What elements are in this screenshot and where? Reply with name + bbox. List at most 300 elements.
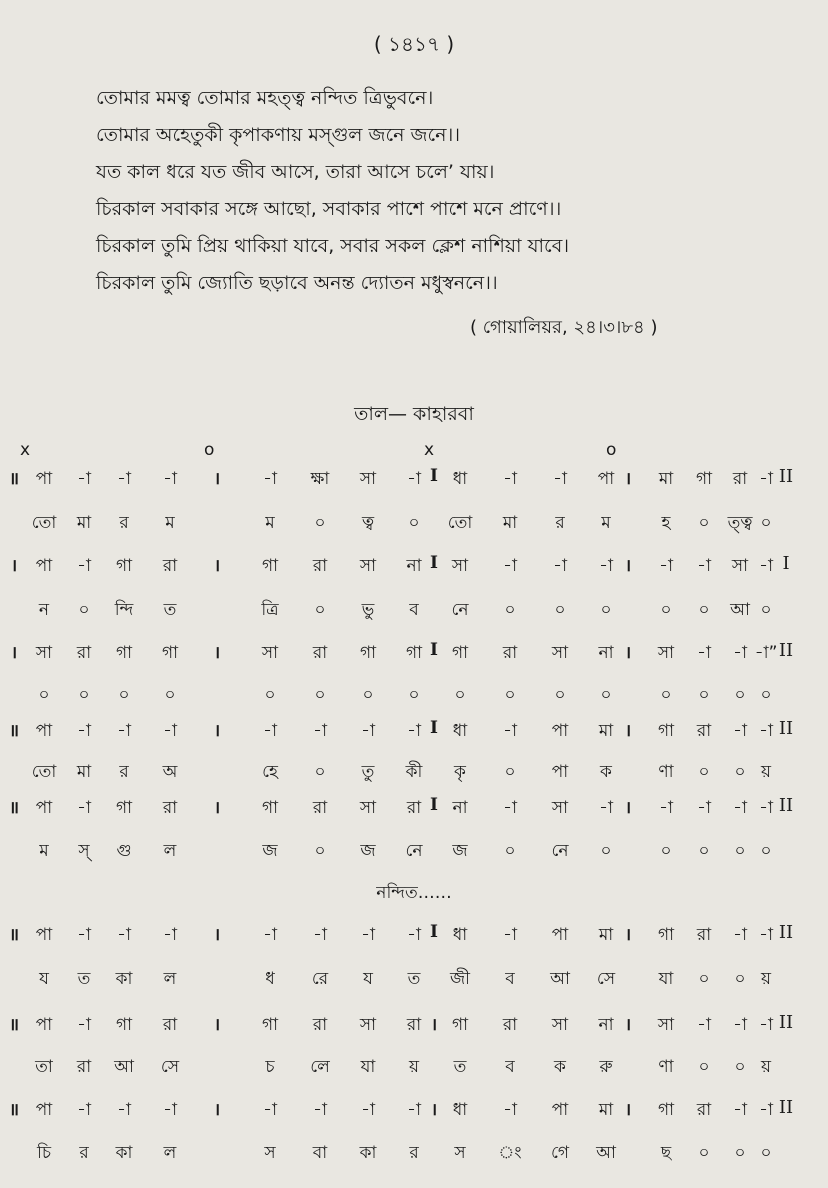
notation-cell: রু <box>599 1057 613 1077</box>
notation-cell: ০ <box>600 685 612 705</box>
swara-row <box>0 718 828 748</box>
notation-cell: ০ <box>734 969 746 989</box>
notation-cell: -া <box>117 721 131 741</box>
bar-line: ॥ <box>8 721 20 741</box>
bar-line: । <box>213 798 221 818</box>
notation-cell: সা <box>551 643 569 663</box>
notation-cell: রা <box>162 1015 178 1035</box>
bar-line: ॥ <box>8 1100 20 1120</box>
notation-cell: যা <box>360 1057 376 1077</box>
notation-cell: সা <box>359 556 377 576</box>
notation-cell: হ <box>661 513 671 533</box>
notation-cell: ০ <box>264 685 276 705</box>
notation-cell: মা <box>598 721 614 741</box>
notation-cell: ০ <box>78 600 90 620</box>
notation-cell: গা <box>161 643 179 663</box>
notation-cell: ০ <box>314 841 326 861</box>
beat-marker: o <box>204 440 215 460</box>
notation-cell: সা <box>551 798 569 818</box>
notation-cell: স <box>264 1143 276 1163</box>
bar-line: । <box>624 721 632 741</box>
swara-row <box>0 1097 828 1127</box>
notation-cell: ত্রি <box>261 600 279 620</box>
notation-cell: তো <box>31 513 57 533</box>
notation-cell: গা <box>115 1015 133 1035</box>
bar-line: ॥ <box>8 925 20 945</box>
notation-cell: -া <box>697 1015 711 1035</box>
notation-cell: -া <box>263 925 277 945</box>
notation-cell: রা <box>732 469 748 489</box>
notation-cell: রা <box>162 798 178 818</box>
notation-cell: ধা <box>452 1100 468 1120</box>
notation-cell: জী <box>449 969 471 989</box>
notation-cell: -া <box>77 721 91 741</box>
notation-cell: -া <box>503 721 517 741</box>
notation-cell: ০ <box>554 600 566 620</box>
notation-cell: পা <box>551 1100 569 1120</box>
bar-line: । <box>624 1100 632 1120</box>
notation-cell: -া <box>733 798 747 818</box>
notation-cell: ০ <box>660 685 672 705</box>
notation-cell: ০ <box>408 513 420 533</box>
notation-cell: ০ <box>314 600 326 620</box>
notation-cell: ত <box>163 600 177 620</box>
notation-cell: -া <box>599 798 613 818</box>
bar-line: II <box>778 466 794 487</box>
notation-cell: ০ <box>600 841 612 861</box>
notation-cell: -া <box>759 721 773 741</box>
bar-line: । <box>430 1015 438 1035</box>
bar-line: । <box>213 1015 221 1035</box>
notation-cell: তু <box>361 762 375 782</box>
notation-cell: সে <box>596 969 616 989</box>
notation-cell: রা <box>406 798 422 818</box>
notation-cell: -া <box>759 1100 773 1120</box>
notation-cell: ০ <box>698 685 710 705</box>
notation-cell: ব <box>505 1057 515 1077</box>
notation-cell: রা <box>502 1015 518 1035</box>
notation-cell: ম <box>39 841 49 861</box>
notation-cell: রা <box>696 925 712 945</box>
notation-cell: গা <box>115 556 133 576</box>
notation-cell: -া <box>407 1100 421 1120</box>
lyric-syllable-row <box>0 838 828 868</box>
notation-cell: পা <box>551 762 569 782</box>
notation-cell: রা <box>312 643 328 663</box>
swara-row <box>0 922 828 952</box>
notation-cell: ম <box>601 513 611 533</box>
refrain-marker: নন্দিত…… <box>376 883 452 903</box>
notation-cell: সা <box>657 1015 675 1035</box>
lyric-line: তোমার মমত্ব তোমার মহত্ত্ব নন্দিত ত্রিভুবনে। <box>96 87 434 109</box>
notation-cell: -া <box>361 925 375 945</box>
notation-cell: ০ <box>38 685 50 705</box>
notation-cell: র <box>119 513 129 533</box>
notation-cell: ০ <box>504 600 516 620</box>
lyric-syllable-row <box>0 966 828 996</box>
lyric-syllable-row <box>0 759 828 789</box>
notation-cell: ন <box>38 600 50 620</box>
swara-row <box>0 1012 828 1042</box>
bar-line: I <box>430 795 438 815</box>
notation-cell: য় <box>760 1057 772 1077</box>
page-number: ( ১৪১৭ ) <box>373 32 455 56</box>
notation-cell: -া <box>599 556 613 576</box>
lyric-syllable-row <box>0 510 828 540</box>
notation-cell: -া <box>263 469 277 489</box>
notation-cell: ল <box>163 1143 177 1163</box>
notation-cell: ক <box>600 762 612 782</box>
notation-cell: -া <box>759 556 773 576</box>
notation-cell: রা <box>312 556 328 576</box>
notation-cell: ০ <box>760 1143 772 1163</box>
notation-cell: ছ <box>660 1143 672 1163</box>
notation-cell: -া <box>503 798 517 818</box>
notation-cell: গা <box>261 798 279 818</box>
notation-cell: গা <box>359 643 377 663</box>
notation-cell: -া <box>503 469 517 489</box>
notation-cell: -া <box>659 556 673 576</box>
notation-cell: চ <box>265 1057 275 1077</box>
notation-cell: -া <box>407 721 421 741</box>
notation-cell: কা <box>115 1143 133 1163</box>
notation-cell: ক <box>554 1057 566 1077</box>
notation-cell: কা <box>359 1143 377 1163</box>
bar-line: । <box>10 556 18 576</box>
notation-cell: হে <box>262 762 278 782</box>
bar-line: । <box>624 469 632 489</box>
notation-cell: -া <box>733 1015 747 1035</box>
notation-cell: ০ <box>698 969 710 989</box>
notation-cell: সা <box>731 556 749 576</box>
notation-cell: সা <box>657 643 675 663</box>
notation-cell: ০ <box>164 685 176 705</box>
notation-cell: সা <box>359 1015 377 1035</box>
notation-cell: গে <box>550 1143 570 1163</box>
notation-cell: -া <box>697 798 711 818</box>
notation-cell: ০ <box>504 841 516 861</box>
notation-cell: স <box>454 1143 466 1163</box>
notation-cell: চি <box>36 1143 52 1163</box>
notation-cell: ০ <box>698 1057 710 1077</box>
beat-marker: x <box>20 440 31 460</box>
swara-row <box>0 466 828 496</box>
notation-cell: পা <box>597 469 615 489</box>
notation-cell: সা <box>451 556 469 576</box>
notation-cell: রা <box>162 556 178 576</box>
beat-marker: x <box>424 440 435 460</box>
notation-cell: নে <box>451 600 469 620</box>
notation-cell: ০ <box>734 1057 746 1077</box>
notation-cell: -া <box>733 925 747 945</box>
notation-cell: -া <box>313 721 327 741</box>
notation-cell: য <box>363 969 373 989</box>
notation-cell: আ <box>596 1143 616 1163</box>
bar-line: I <box>430 718 438 738</box>
notation-cell: যা <box>658 969 674 989</box>
notation-cell: গা <box>405 643 423 663</box>
notation-cell: -া <box>117 1100 131 1120</box>
notation-cell: ০ <box>78 685 90 705</box>
notation-cell: মা <box>76 762 92 782</box>
notation-cell: গা <box>115 643 133 663</box>
notation-cell: কৃ <box>454 762 466 782</box>
notation-cell: স্ <box>78 841 90 861</box>
bar-line: ॥ <box>8 469 20 489</box>
bar-line: I <box>782 553 790 574</box>
notation-cell: তো <box>31 762 57 782</box>
notation-cell: ০ <box>504 685 516 705</box>
notation-cell: ধা <box>452 721 468 741</box>
notation-cell: ম <box>265 513 275 533</box>
swara-row <box>0 553 828 583</box>
notation-cell: ০ <box>314 762 326 782</box>
notation-cell: তা <box>35 1057 53 1077</box>
notation-cell: ০ <box>554 685 566 705</box>
notation-cell: গা <box>261 1015 279 1035</box>
notation-cell: জ <box>452 841 468 861</box>
bar-line: II <box>778 640 794 661</box>
notation-cell: মা <box>502 513 518 533</box>
notation-cell: ব <box>409 600 419 620</box>
bar-line: । <box>624 556 632 576</box>
notation-cell: -া <box>759 798 773 818</box>
lyric-syllable-row <box>0 682 828 712</box>
notation-cell: ল <box>163 969 177 989</box>
notation-cell: পা <box>551 721 569 741</box>
notation-cell: মা <box>76 513 92 533</box>
bar-line: I <box>430 640 438 660</box>
notation-cell: সা <box>359 469 377 489</box>
notation-cell: ০ <box>698 513 710 533</box>
notation-cell: লে <box>310 1057 330 1077</box>
notation-cell: ০ <box>698 600 710 620</box>
notation-cell: গা <box>261 556 279 576</box>
bar-line: । <box>624 798 632 818</box>
notation-cell: -া <box>697 556 711 576</box>
notation-cell: ত্ত্ব <box>727 513 753 533</box>
notation-cell: ম <box>165 513 175 533</box>
notation-cell: না <box>406 556 422 576</box>
notation-cell: ধা <box>452 469 468 489</box>
notation-cell: ০ <box>698 1143 710 1163</box>
notation-cell: -া <box>759 925 773 945</box>
beat-marker: o <box>606 440 617 460</box>
notation-cell: গা <box>657 1100 675 1120</box>
notation-cell: তো <box>447 513 473 533</box>
lyric-line: তোমার অহেতুকী কৃপাকণায় মস্‌গুল জনে জনে।। <box>96 124 461 146</box>
notation-cell: -া <box>553 469 567 489</box>
notation-cell: -া <box>313 925 327 945</box>
notation-cell: ০ <box>760 685 772 705</box>
bar-line: । <box>624 1015 632 1035</box>
notation-cell: গা <box>657 925 675 945</box>
notation-cell: আ <box>114 1057 134 1077</box>
notation-cell: রা <box>406 1015 422 1035</box>
notation-cell: ল <box>163 841 177 861</box>
notation-cell: সা <box>359 798 377 818</box>
notation-cell: রা <box>76 643 92 663</box>
bar-line: ॥ <box>8 1015 20 1035</box>
notation-cell: সা <box>551 1015 569 1035</box>
notation-cell: ০ <box>698 762 710 782</box>
notation-cell: মা <box>598 925 614 945</box>
notation-cell: -া <box>77 798 91 818</box>
notation-cell: ধ <box>265 969 275 989</box>
notation-cell: ০ <box>760 513 772 533</box>
notation-cell: ০ <box>734 1143 746 1163</box>
bar-line: । <box>213 556 221 576</box>
notation-cell: ০ <box>660 841 672 861</box>
notation-cell: ভু <box>361 600 375 620</box>
notation-cell: ০ <box>734 762 746 782</box>
notation-cell: রা <box>312 1015 328 1035</box>
notation-cell: ণা <box>658 762 674 782</box>
notation-cell: গা <box>695 469 713 489</box>
notation-cell: কী <box>405 762 423 782</box>
notation-cell: ০ <box>760 600 772 620</box>
notation-cell: গা <box>451 643 469 663</box>
notation-cell: ং <box>498 1143 522 1163</box>
notation-cell: -া <box>163 925 177 945</box>
notation-cell: গা <box>451 1015 469 1035</box>
notation-cell: রা <box>696 1100 712 1120</box>
notation-cell: ত্ব <box>361 513 375 533</box>
notation-cell: রা <box>76 1057 92 1077</box>
notation-cell: -া <box>503 925 517 945</box>
notation-cell: -া <box>697 643 711 663</box>
notation-cell: পা <box>35 721 53 741</box>
notation-cell: -া <box>77 1015 91 1035</box>
notation-cell: জ <box>360 841 376 861</box>
notation-cell: -া <box>503 556 517 576</box>
notation-cell: পা <box>35 798 53 818</box>
notation-cell: পা <box>551 925 569 945</box>
notation-cell: য <box>39 969 49 989</box>
notation-cell: গু <box>116 841 132 861</box>
notation-cell: গা <box>115 798 133 818</box>
lyric-line: চিরকাল তুমি প্রিয় থাকিয়া যাবে, সবার সকল ক্লেশ নাশিয়া যাবে। <box>96 235 570 257</box>
notation-cell: -া <box>503 1100 517 1120</box>
notation-cell: -া <box>77 1100 91 1120</box>
notation-cell: -া <box>163 721 177 741</box>
bar-line: I <box>430 466 438 486</box>
notation-cell: -া <box>117 925 131 945</box>
notation-cell: ত <box>453 1057 467 1077</box>
notation-cell: ০ <box>454 685 466 705</box>
notation-cell: -া <box>77 469 91 489</box>
notation-cell: গা <box>657 721 675 741</box>
notation-cell: অ <box>162 762 178 782</box>
notation-cell: -া <box>759 469 773 489</box>
notation-cell: ধা <box>452 925 468 945</box>
notation-cell: সা <box>35 643 53 663</box>
bar-line: । <box>213 643 221 663</box>
notation-cell: ০ <box>760 841 772 861</box>
bar-line: । <box>624 643 632 663</box>
bar-line: । <box>213 721 221 741</box>
lyric-syllable-row <box>0 1054 828 1084</box>
notation-cell: -া” <box>754 643 778 663</box>
notation-cell: -া <box>313 1100 327 1120</box>
notation-cell: -া <box>733 721 747 741</box>
notation-cell: বা <box>312 1143 328 1163</box>
bar-line: । <box>213 469 221 489</box>
notation-cell: -া <box>407 925 421 945</box>
notation-cell: -া <box>733 1100 747 1120</box>
notation-cell: ০ <box>118 685 130 705</box>
notation-cell: -া <box>263 721 277 741</box>
notation-cell: নে <box>551 841 569 861</box>
notation-cell: ণা <box>658 1057 674 1077</box>
notation-cell: রা <box>312 798 328 818</box>
notation-cell: পা <box>35 925 53 945</box>
notation-cell: পা <box>35 469 53 489</box>
notation-cell: ০ <box>734 685 746 705</box>
notation-cell: সা <box>261 643 279 663</box>
notation-cell: -া <box>263 1100 277 1120</box>
notation-cell: -া <box>733 643 747 663</box>
notation-cell: রা <box>502 643 518 663</box>
attribution: ( গোয়ালিয়র, ২৪।৩।৮৪ ) <box>470 317 658 338</box>
notation-cell: রা <box>696 721 712 741</box>
notation-cell: ০ <box>734 841 746 861</box>
bar-line: । <box>213 1100 221 1120</box>
swara-row <box>0 795 828 825</box>
notation-cell: র <box>119 762 129 782</box>
notation-cell: ০ <box>698 841 710 861</box>
notation-cell: ০ <box>504 762 516 782</box>
notation-cell: মা <box>598 1100 614 1120</box>
notation-cell: -া <box>361 721 375 741</box>
bar-line: II <box>778 1097 794 1118</box>
bar-line: II <box>778 922 794 943</box>
notation-cell: -া <box>163 469 177 489</box>
bar-line: II <box>778 795 794 816</box>
bar-line: । <box>10 643 18 663</box>
notation-cell: র <box>79 1143 89 1163</box>
notation-cell: ০ <box>314 513 326 533</box>
notation-cell: -া <box>407 469 421 489</box>
notation-cell: -া <box>77 556 91 576</box>
notation-cell: ০ <box>600 600 612 620</box>
notation-cell: আ <box>730 600 750 620</box>
notation-cell: পা <box>35 1015 53 1035</box>
notation-cell: ত <box>77 969 91 989</box>
notation-cell: রে <box>311 969 329 989</box>
lyric-syllable-row <box>0 597 828 627</box>
bar-line: । <box>624 925 632 945</box>
notation-cell: নে <box>405 841 423 861</box>
notation-cell: য় <box>760 969 772 989</box>
notation-cell: -া <box>659 798 673 818</box>
lyric-line: চিরকাল তুমি জ্যোতি ছড়াবে অনন্ত দ্যোতন মধুস্বননে।। <box>96 272 498 294</box>
notation-cell: ত <box>407 969 421 989</box>
lyric-syllable-row <box>0 1140 828 1170</box>
bar-line: II <box>778 718 794 739</box>
notation-cell: ০ <box>314 685 326 705</box>
notation-cell: জ <box>262 841 278 861</box>
notation-cell: সে <box>160 1057 180 1077</box>
notation-cell: ক্ষা <box>310 469 330 489</box>
bar-line: । <box>213 925 221 945</box>
notation-cell: পা <box>35 556 53 576</box>
notation-cell: কা <box>115 969 133 989</box>
notation-cell: -া <box>553 556 567 576</box>
notation-cell: পা <box>35 1100 53 1120</box>
notation-cell: না <box>598 1015 614 1035</box>
notation-cell: না <box>598 643 614 663</box>
